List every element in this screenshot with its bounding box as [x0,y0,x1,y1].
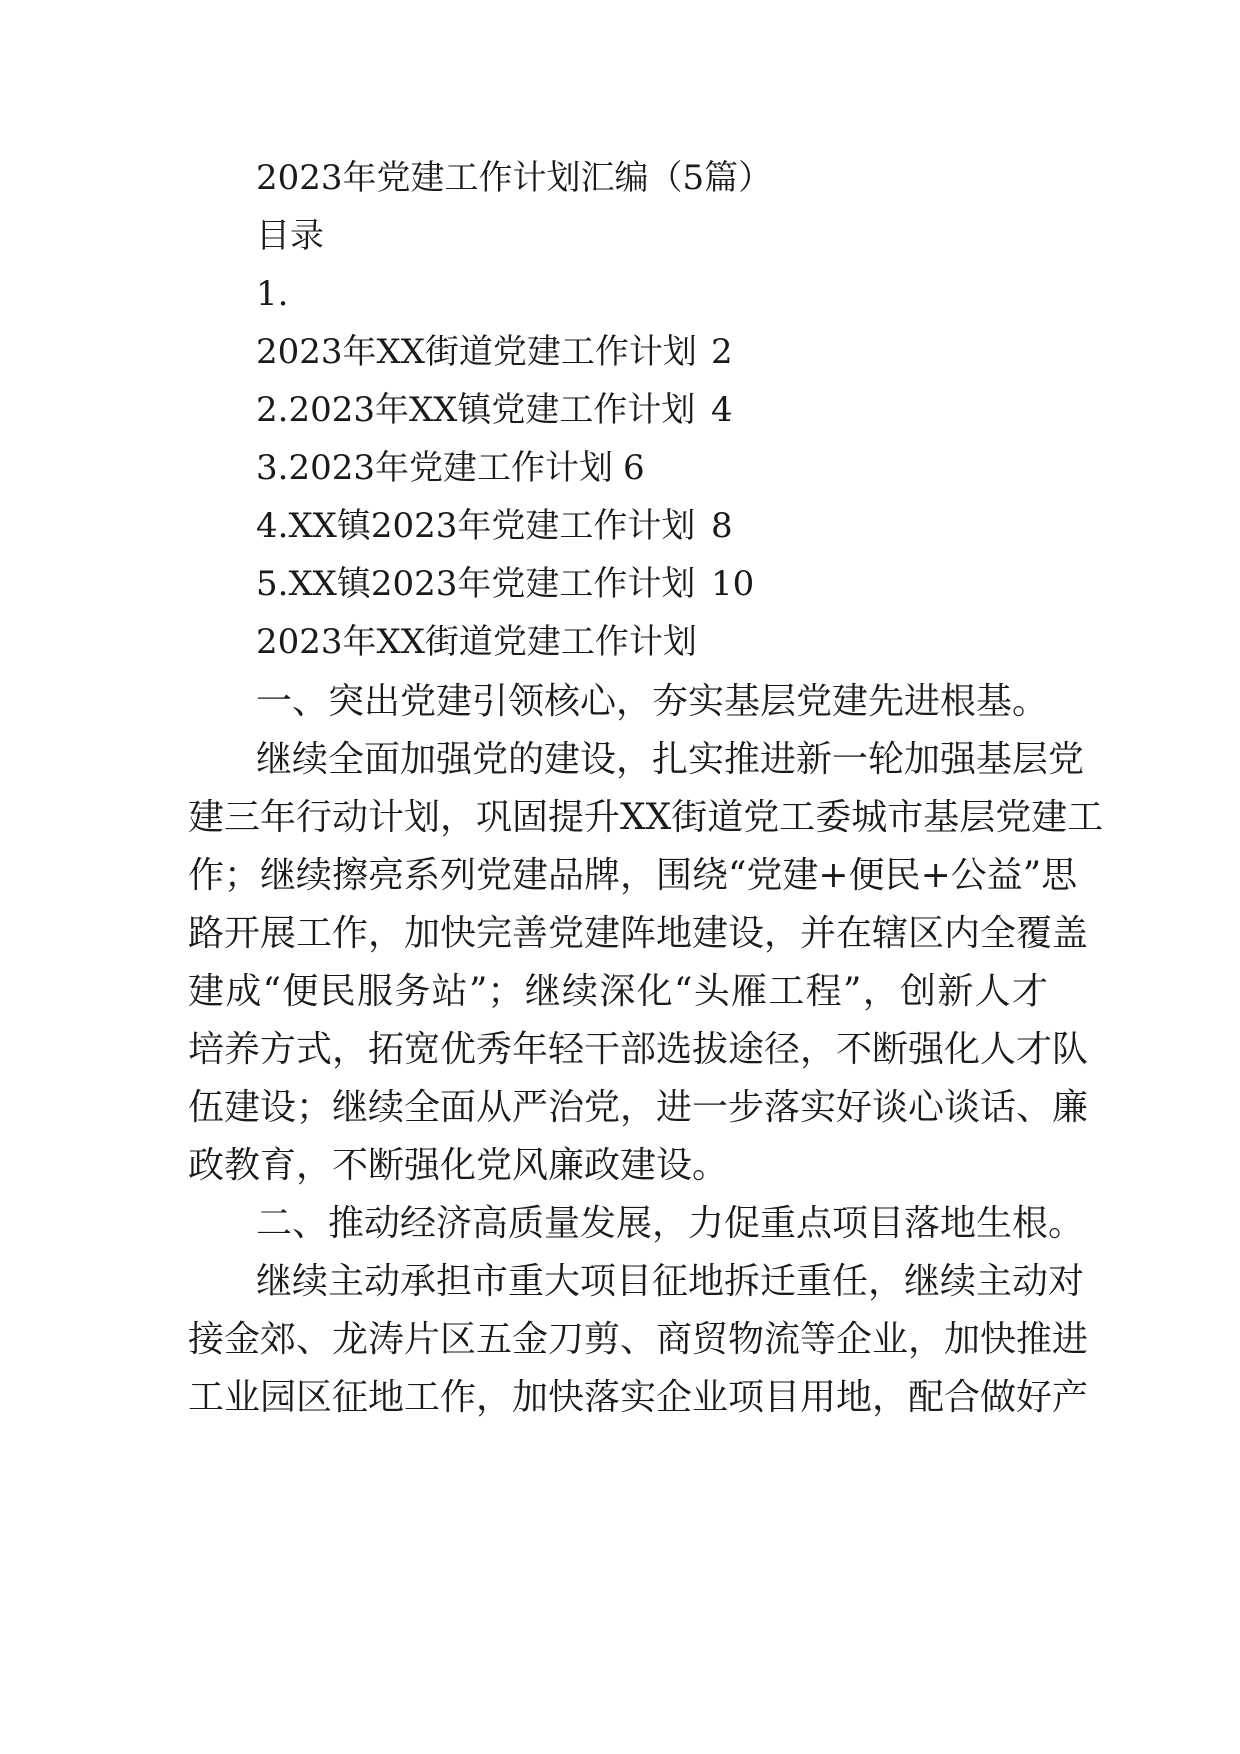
paragraph-1-line: 建三年行动计划，巩固提升XX街道党工委城市基层党建工 [188,797,1104,838]
paragraph-1-line: 建成“便民服务站”；继续深化“头雁工程”，创新人才 [188,971,1048,1012]
toc-item-4-text: 4.XX镇2023年党建工作计划 [256,506,696,546]
paragraph-2-line: 继续主动承担市重大项目征地拆迁重任，继续主动对 [256,1261,1085,1302]
paragraph-1-line: 伍建设；继续全面从严治党，进一步落实好谈心谈话、廉 [188,1087,1089,1128]
toc-item-5-page: 10 [711,564,755,604]
paragraph-2-line: 接金郊、龙涛片区五金刀剪、商贸物流等企业，加快推进 [188,1319,1089,1360]
paragraph-1-line: 作；继续擦亮系列党建品牌，围绕“党建+便民+公益”思 [188,855,1078,896]
toc-item-4-page: 8 [711,506,733,546]
paragraph-2-line: 工业园区征地工作，加快落实企业项目用地，配合做好产 [188,1377,1089,1418]
toc-item-2-page: 4 [711,390,733,430]
toc-item-3-text: 3.2023年党建工作计划 [256,448,613,488]
toc-item-5-text: 5.XX镇2023年党建工作计划 [256,564,696,604]
paragraph-1-line: 政教育，不断强化党风廉政建设。 [188,1145,729,1186]
toc-item-1-text: 2023年XX街道党建工作计划 [256,332,697,372]
heading-2: 二、推动经济高质量发展，力促重点项目落地生根。 [256,1203,1085,1244]
toc-item-1-page: 2 [711,332,733,372]
paragraph-1-line: 路开展工作，加快完善党建阵地建设，并在辖区内全覆盖 [188,913,1089,954]
toc-item-3-page: 6 [623,448,645,488]
heading-1: 一、突出党建引领核心，夯实基层党建先进根基。 [256,681,1049,722]
toc-heading: 目录 [256,216,324,256]
section-title: 2023年XX街道党建工作计划 [256,622,697,662]
toc-item-1-prefix: 1. [256,274,289,314]
paragraph-1-line: 培养方式，拓宽优秀年轻干部选拔途径，不断强化人才队 [188,1029,1089,1070]
document-title: 2023年党建工作计划汇编（5篇） [256,158,773,198]
paragraph-1-line: 继续全面加强党的建设，扎实推进新一轮加强基层党 [256,739,1085,780]
toc-item-2-text: 2.2023年XX镇党建工作计划 [256,390,696,430]
